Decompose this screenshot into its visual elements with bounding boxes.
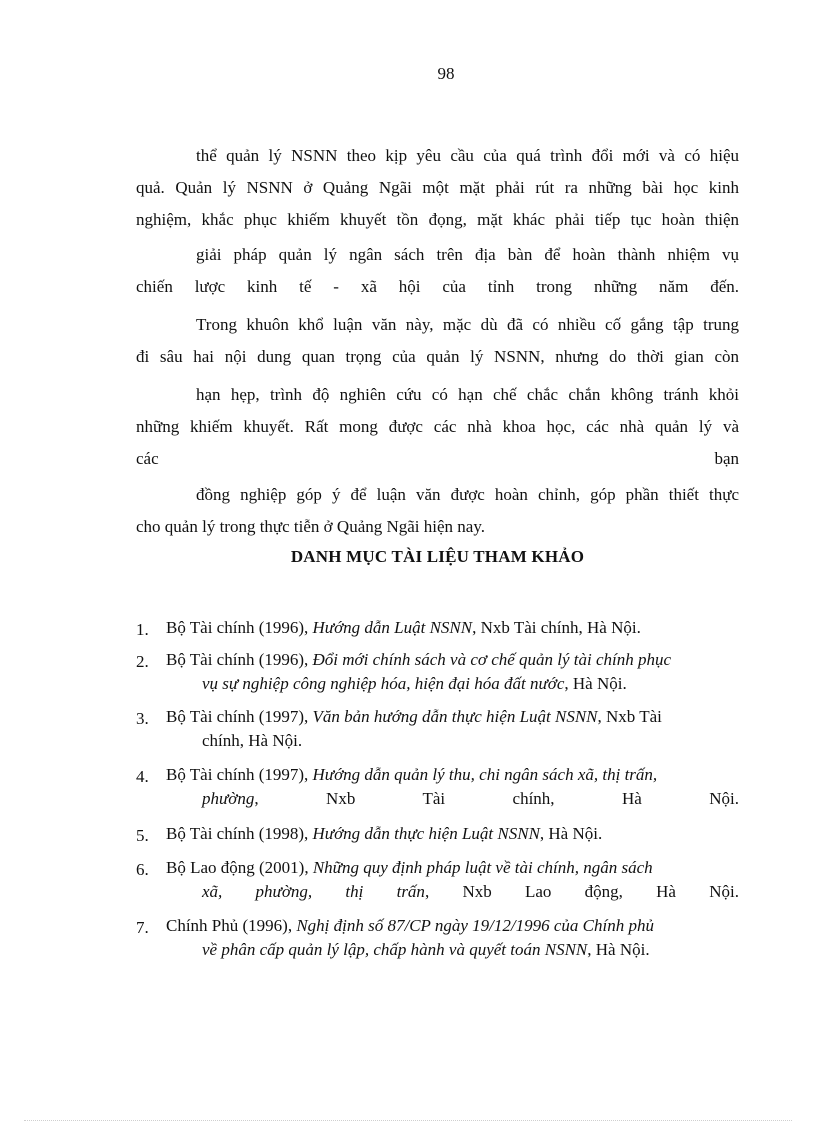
reference-publisher-cont: chính, Hà Nội. [202,731,303,750]
reference-publisher: , Hà Nội. [564,674,627,693]
reference-title: Những quy định pháp luật về tài chính, ngân sách [312,858,653,877]
reference-text [166,856,739,904]
reference-continuation [166,729,739,753]
reference-text [166,616,739,640]
reference-title: Hướng dẫn Luật NSNN [312,618,473,637]
reference-title: Đổi mới chính sách và cơ chế quản lý tài chính phục [312,650,672,669]
reference-continuation [166,880,739,904]
reference-author: Bộ Tài chính (1996), [166,650,313,669]
references-heading: DANH MỤC TÀI LIỆU THAM KHẢO [290,547,585,566]
reference-publisher: , Nxb Tài [597,707,662,726]
text-line: cho quản lý trong thực tiễn ở Quảng Ngãi hiện nay. [136,517,485,536]
paragraph-3 [136,309,739,373]
reference-author: Bộ Lao động (2001), [166,858,313,877]
reference-title-cont: xã, phường, thị trấn [202,882,425,901]
reference-number: 5. [136,826,149,845]
text-line: nghiệm, khắc phục khiếm khuyết tồn đọng, mặt khác phải tiếp tục hoàn thiện [136,210,739,229]
reference-continuation [166,787,739,811]
reference-author: Bộ Tài chính (1998), [166,824,313,843]
text-line: đi sâu hai nội dung quan trọng của quản lý NSNN, nhưng do thời gian còn [136,347,739,366]
reference-title-cont: phường [202,789,255,808]
reference-text [166,705,739,753]
reference-publisher: , Hà Nội. [539,824,603,843]
paragraph-2 [136,239,739,303]
footer-divider [24,1120,792,1121]
text-line: Trong khuôn khổ luận văn này, mặc dù đã có nhiều cố gắng tập trung [196,315,739,334]
paragraph-5 [136,479,739,543]
reference-author: Chính Phủ (1996), [166,916,297,935]
text-line: những khiếm khuyết. Rất mong được các nhà khoa học, các nhà quản lý và [136,417,739,436]
text-line: chiến lược kinh tế - xã hội của tỉnh trong những năm đến. [136,277,739,296]
reference-continuation [166,672,739,696]
reference-title: Hướng dẫn quản lý thu, chi ngân sách xã, thị trấn, [312,765,658,784]
reference-number: 4. [136,767,149,786]
paragraph-4 [136,379,739,475]
reference-publisher: , Nxb Lao động, Hà Nội. [424,882,739,901]
text-line: các bạn [136,449,739,468]
paragraph-1 [136,140,739,236]
text-line: giải pháp quản lý ngân sách trên địa bàn để hoàn thành nhiệm vụ [196,245,739,264]
text-line: hạn hẹp, trình độ nghiên cứu có hạn chế chắc chắn không tránh khỏi [196,385,739,404]
reference-title-cont: về phân cấp quản lý lập, chấp hành và quyết toán NSNN [202,940,588,959]
reference-author: Bộ Tài chính (1997), [166,765,313,784]
text-line: thể quản lý NSNN theo kịp yêu cầu của quá trình đổi mới và có hiệu [196,146,739,165]
reference-text [166,914,739,962]
reference-continuation [166,938,739,962]
reference-publisher: , Nxb Tài chính, Hà Nội. [254,789,739,808]
reference-text [166,648,739,696]
reference-publisher: , Nxb Tài chính, Hà Nội. [472,618,641,637]
reference-publisher: , Hà Nội. [587,940,650,959]
reference-text [166,822,739,846]
reference-author: Bộ Tài chính (1996), [166,618,313,637]
reference-title: Hướng dẫn thực hiện Luật NSNN [312,824,540,843]
text-line: quả. Quản lý NSNN ở Quảng Ngãi một mặt phải rút ra những bài học kinh [136,178,739,197]
reference-author: Bộ Tài chính (1997), [166,707,313,726]
reference-number: 2. [136,652,149,671]
text-line: đồng nghiệp góp ý để luận văn được hoàn chỉnh, góp phần thiết thực [196,485,739,504]
reference-number: 1. [136,620,149,639]
reference-text [166,763,739,811]
reference-number: 7. [136,918,149,937]
reference-number: 3. [136,709,149,728]
reference-title: Văn bản hướng dẫn thực hiện Luật NSNN [312,707,598,726]
page-number: 98 [437,64,455,83]
reference-title-cont: vụ sự nghiệp công nghiệp hóa, hiện đại hóa đất nước [202,674,565,693]
reference-number: 6. [136,860,149,879]
reference-title: Nghị định số 87/CP ngày 19/12/1996 của Chính phủ [296,916,654,935]
